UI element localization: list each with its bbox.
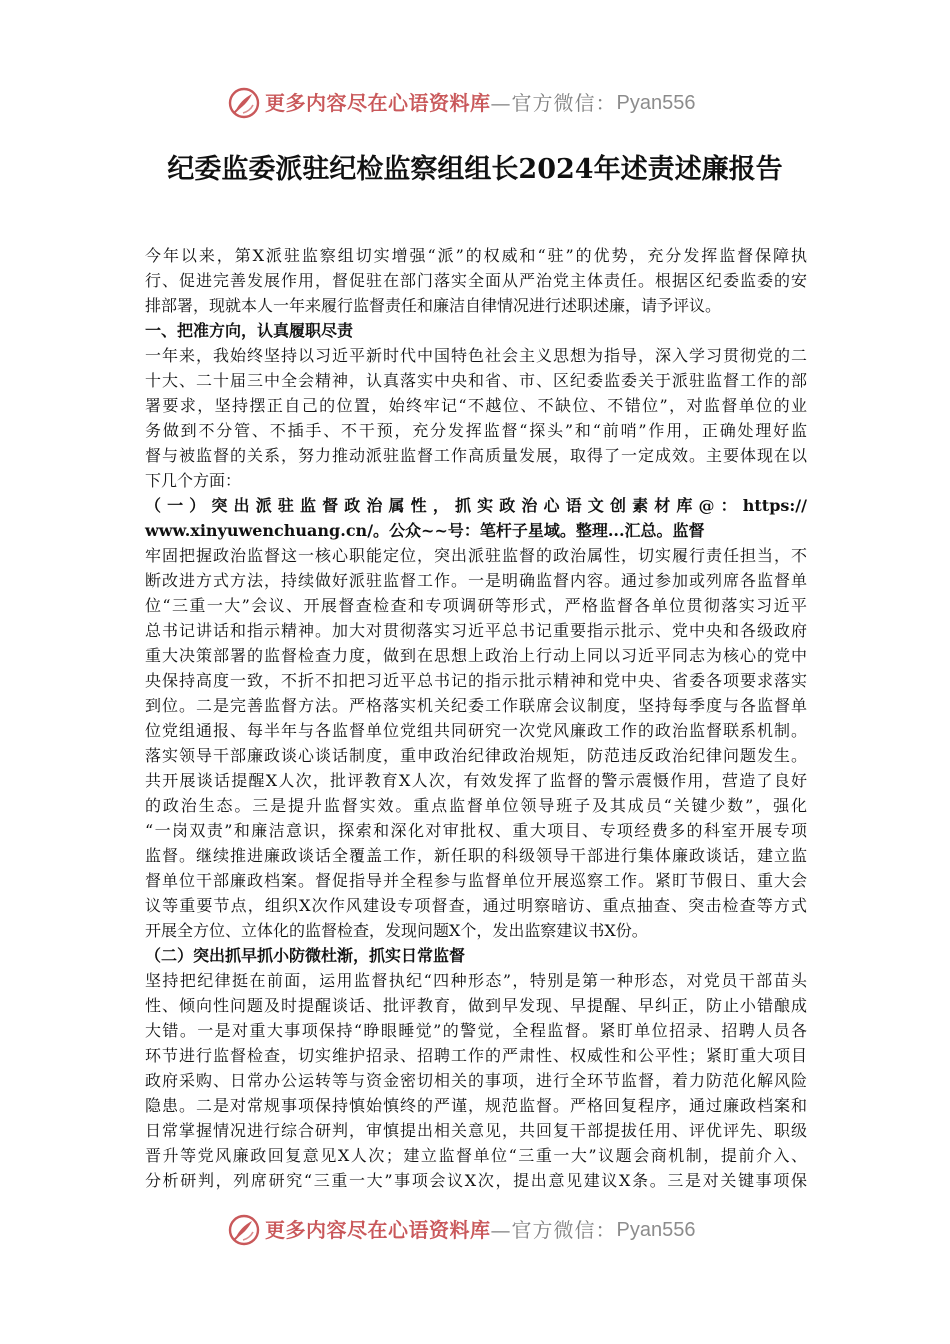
watermark-brand: 更多内容尽在心语资料库 xyxy=(265,1218,491,1242)
text-line: 大错。一是对重大事项保持“睁眼睡觉”的警觉，全程监督。紧盯单位招录、招聘人员各 xyxy=(145,1021,807,1040)
heading-line: （一）突出派驻监督政治属性，抓实政治心语文创素材库@：https:// xyxy=(145,496,807,515)
text-line: 行、促进完善发展作用，督促驻在部门落实全面从严治党主体责任。根据区纪委监委的安 xyxy=(145,271,807,290)
text-line: “一岗双责”和廉洁意识，探索和深化对审批权、重大项目、专项经费多的科室开展专项 xyxy=(145,821,807,840)
text-line: 开展全方位、立体化的监督检查，发现问题X个，发出监察建议书X份。 xyxy=(145,921,648,940)
text-line: 署要求，坚持摆正自己的位置，始终牢记“不越位、不缺位、不错位”，对监督单位的业 xyxy=(145,396,807,415)
text-line: 到位。二是完善监督方法。严格落实机关纪委工作联席会议制度，坚持每季度与各监督单 xyxy=(145,696,807,715)
heading-line: 一、把准方向，认真履职尽责 xyxy=(145,321,354,340)
text-line: 环节进行监督检查，切实维护招录、招聘工作的严肃性、权威性和公平性；紧盯重大项目 xyxy=(145,1046,807,1065)
text-line: 务做到不分管、不插手、不干预，充分发挥监督“探头”和“前哨”作用，正确处理好监 xyxy=(145,421,807,440)
watermark-label: —官方微信： xyxy=(490,1218,617,1242)
paragraph-overview xyxy=(145,343,807,493)
text-line: 今年以来，第X派驻监察组切实增强“派”的权威和“驻”的优势，充分发挥监督保障执 xyxy=(145,246,807,265)
text-line: 坚持把纪律挺在前面，运用监督执纪“四种形态”，特别是第一种形态，对党员干部苗头 xyxy=(145,971,807,990)
text-line: 下几个方面： xyxy=(145,471,242,490)
watermark-label: —官方微信： xyxy=(490,91,617,115)
text-line: 位党组通报、每半年与各监督单位党组共同研究一次党风廉政工作的政治监督联系机制。 xyxy=(145,721,807,740)
text-line: 督与被监督的关系，努力推动派驻监督工作高质量发展，取得了一定成效。主要体现在以 xyxy=(145,446,807,465)
text-line: 央保持高度一致，不折不扣把习近平总书记的指示批示精神和党中央、省委各项要求落实 xyxy=(145,671,807,690)
text-line: 共开展谈话提醒X人次，批评教育X人次，有效发挥了监督的警示震慑作用，营造了良好 xyxy=(145,771,807,790)
heading-line: www.xinyuwenchuang.cn/。公众~~号：笔杆子星域。整理...汇总。监督 xyxy=(145,521,705,540)
text-line: 断改进方式方法，持续做好派驻监督工作。一是明确监督内容。通过参加或列席各监督单 xyxy=(145,571,807,590)
logo-icon xyxy=(227,1213,261,1247)
paragraph-intro xyxy=(145,243,807,318)
text-line: 牢固把握政治监督这一核心职能定位，突出派驻监督的政治属性，切实履行责任担当，不 xyxy=(145,546,807,565)
text-line: 落实领导干部廉政谈心谈话制度，重申政治纪律政治规矩，防范违反政治纪律问题发生。 xyxy=(145,746,807,765)
paragraph-daily-supervision xyxy=(145,968,807,1193)
text-line: 隐患。二是对常规事项保持慎始慎终的严谨，规范监督。严格回复程序，通过廉政档案和 xyxy=(145,1096,807,1115)
text-line: 议等重要节点，组织X次作风建设专项督查，通过明察暗访、重点抽查、突击检查等方式 xyxy=(145,896,807,915)
text-line: 晋升等党风廉政回复意见X人次；建立监督单位“三重一大”议题会商机制，提前介入、 xyxy=(145,1146,807,1165)
text-line: 总书记讲话和指示精神。加大对贯彻落实习近平总书记重要指示批示、党中央和各级政府 xyxy=(145,621,807,640)
text-line: 督单位干部廉政档案。督促指导并全程参与监督单位开展巡察工作。紧盯节假日、重大会 xyxy=(145,871,807,890)
text-line: 分析研判，列席研究“三重一大”事项会议X次，提出意见建议X条。三是对关键事项保 xyxy=(145,1171,807,1190)
watermark-wechat-id: Pyan556 xyxy=(616,92,696,114)
subsection-heading-1 xyxy=(145,493,807,543)
header-watermark xyxy=(227,86,695,120)
document-title: 纪委监委派驻纪检监察组组长2024年述责述廉报告 xyxy=(167,154,783,185)
text-line: 监督。继续推进廉政谈话全覆盖工作，新任职的科级领导干部进行集体廉政谈话，建立监 xyxy=(145,846,807,865)
subsection-heading-2 xyxy=(145,943,807,968)
text-line: 一年来，我始终坚持以习近平新时代中国特色社会主义思想为指导，深入学习贯彻党的二 xyxy=(145,346,807,365)
watermark-wechat-id: Pyan556 xyxy=(616,1219,696,1241)
logo-icon xyxy=(227,86,261,120)
text-line: 重大决策部署的监督检查力度，做到在思想上政治上行动上同以习近平同志为核心的党中 xyxy=(145,646,807,665)
text-line: 日常掌握情况进行综合研判，审慎提出相关意见，共回复干部提拔任用、评优评先、职级 xyxy=(145,1121,807,1140)
watermark-brand: 更多内容尽在心语资料库 xyxy=(265,91,491,115)
footer-watermark xyxy=(227,1213,695,1247)
section-heading-1 xyxy=(145,318,807,343)
text-line: 十大、二十届三中全会精神，认真落实中央和省、市、区纪委监委关于派驻监督工作的部 xyxy=(145,371,807,390)
heading-line: （二）突出抓早抓小防微杜渐，抓实日常监督 xyxy=(145,946,466,965)
text-line: 性、倾向性问题及时提醒谈话、批评教育，做到早发现、早提醒、早纠正，防止小错酿成 xyxy=(145,996,807,1015)
text-line: 排部署，现就本人一年来履行监督责任和廉洁自律情况进行述职述廉，请予评议。 xyxy=(145,296,722,315)
text-line: 的政治生态。三是提升监督实效。重点监督单位领导班子及其成员“关键少数”，强化 xyxy=(145,796,807,815)
paragraph-political-supervision xyxy=(145,543,807,943)
text-line: 位“三重一大”会议、开展督查检查和专项调研等形式，严格监督各单位贯彻落实习近平 xyxy=(145,596,807,615)
document-body xyxy=(145,243,807,1193)
text-line: 政府采购、日常办公运转等与资金密切相关的事项，进行全环节监督，着力防范化解风险 xyxy=(145,1071,807,1090)
